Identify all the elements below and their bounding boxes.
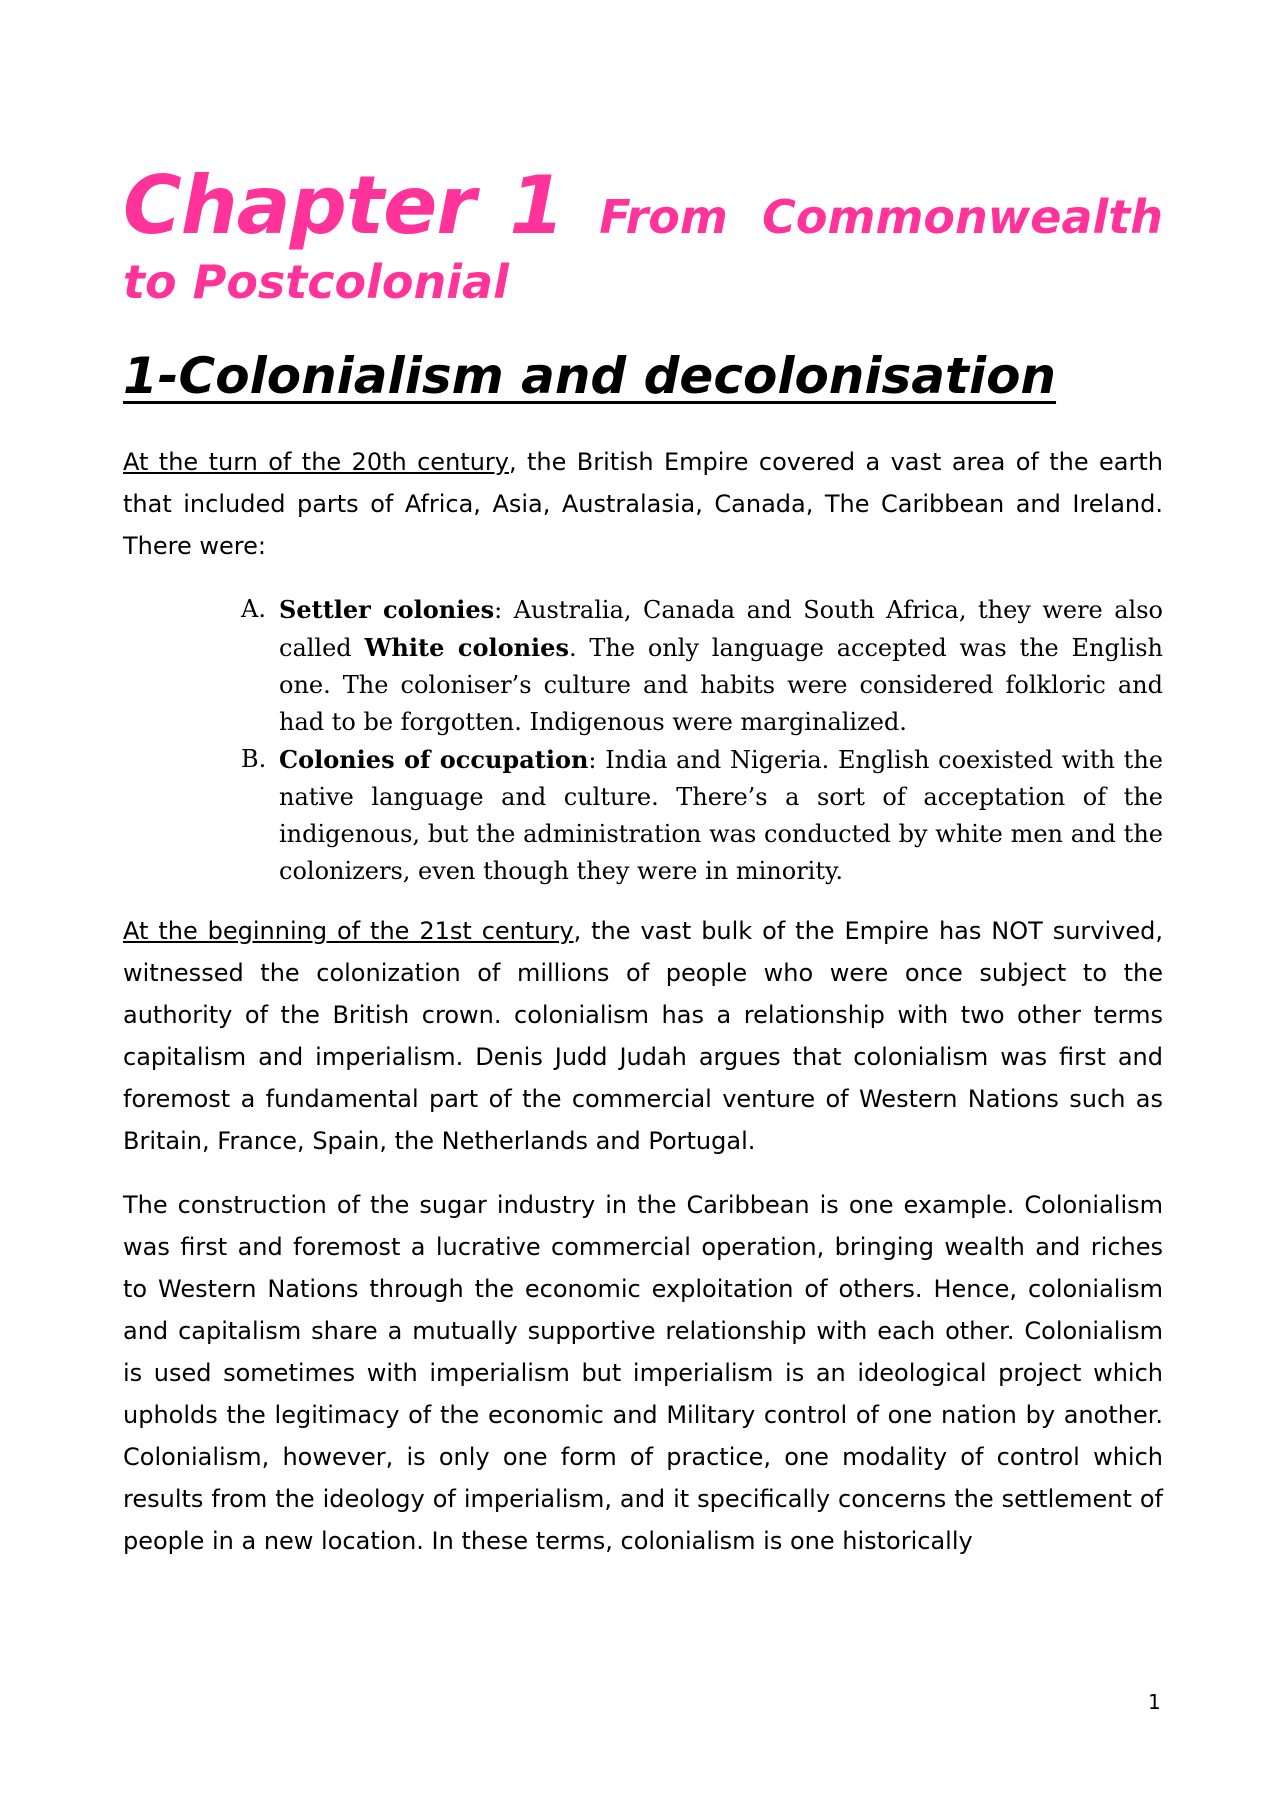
chapter-label: Chapter: [123, 159, 475, 252]
page-content: [123, 160, 1163, 1562]
list-text: : India and Nigeria. English coexisted with the native language and culture. There’s a sort of acceptation of the indigenous, but the administration was conducted by white men and the colonizers, even though they were in minority.: [279, 745, 1163, 885]
colony-types-list: [123, 591, 1163, 890]
list-text: : Australia, Canada and South Africa, they were also called: [279, 595, 1163, 662]
body-paragraph-3: The construction of the sugar industry in the Caribbean is one example. Colonialism was first and foremost a lucrative commercial operation, bringing wealth and riches to Western Nations through the economic exploitation of others. Hence, colonialism and capitalism share a mutually supportive relationship with each other. Colonialism is used sometimes with imperialism but imperialism is an ideological project which upholds the legitimacy of the economic and Military control of one nation by another. Colonialism, however, is only one form of practice, one modality of control which results from the ideology of imperialism, and it specifically concerns the settlement of people in a new location. In these terms, colonialism is one historically: [123, 1190, 1163, 1555]
list-term: Colonies of occupation: [279, 744, 589, 774]
list-marker: A.: [241, 594, 266, 623]
intro-text: , the British Empire covered a vast area of the earth that included parts of Africa, Asia, Australasia, Canada, The Caribbean and Ireland. There were:: [123, 447, 1163, 560]
chapter-title-word-commonwealth: Commonwealth: [762, 190, 1163, 244]
list-text-continued: . The only language accepted was the English one. The coloniser’s culture and habits were considered folkloric and had to be forgotten. Indigenous were marginalized.: [279, 633, 1164, 736]
list-item: [241, 591, 1164, 741]
list-term-secondary: White colonies: [364, 632, 569, 662]
para2-text: , the vast bulk of the Empire has NOT survived, witnessed the colonization of millions of people who were once subject to the authority of the British crown. colonialism has a relationship with two other terms capitalism and imperialism. Denis Judd Judah argues that colonialism was first and foremost a fundamental part of the commercial venture of Western Nations such as Britain, France, Spain, the Netherlands and Portugal.: [123, 916, 1164, 1155]
section-heading: 1-Colonialism and decolonisation: [123, 346, 1057, 405]
chapter-title-word-from: From: [599, 190, 728, 244]
list-marker: B.: [241, 744, 267, 773]
chapter-number: 1: [509, 159, 565, 252]
chapter-heading: [123, 160, 1163, 309]
chapter-heading-line2: to Postcolonial: [123, 255, 509, 309]
para2-underlined-phrase: At the beginning of the 21st century: [123, 916, 574, 945]
intro-underlined-phrase: At the turn of the 20th century: [123, 447, 509, 476]
body-paragraph-2: [123, 910, 1163, 1162]
list-term: Settler colonies: [279, 594, 495, 624]
list-item: [241, 741, 1163, 890]
intro-paragraph: [123, 441, 1163, 567]
page-number: 1: [1148, 1690, 1161, 1714]
chapter-heading-line1: [123, 160, 1163, 252]
